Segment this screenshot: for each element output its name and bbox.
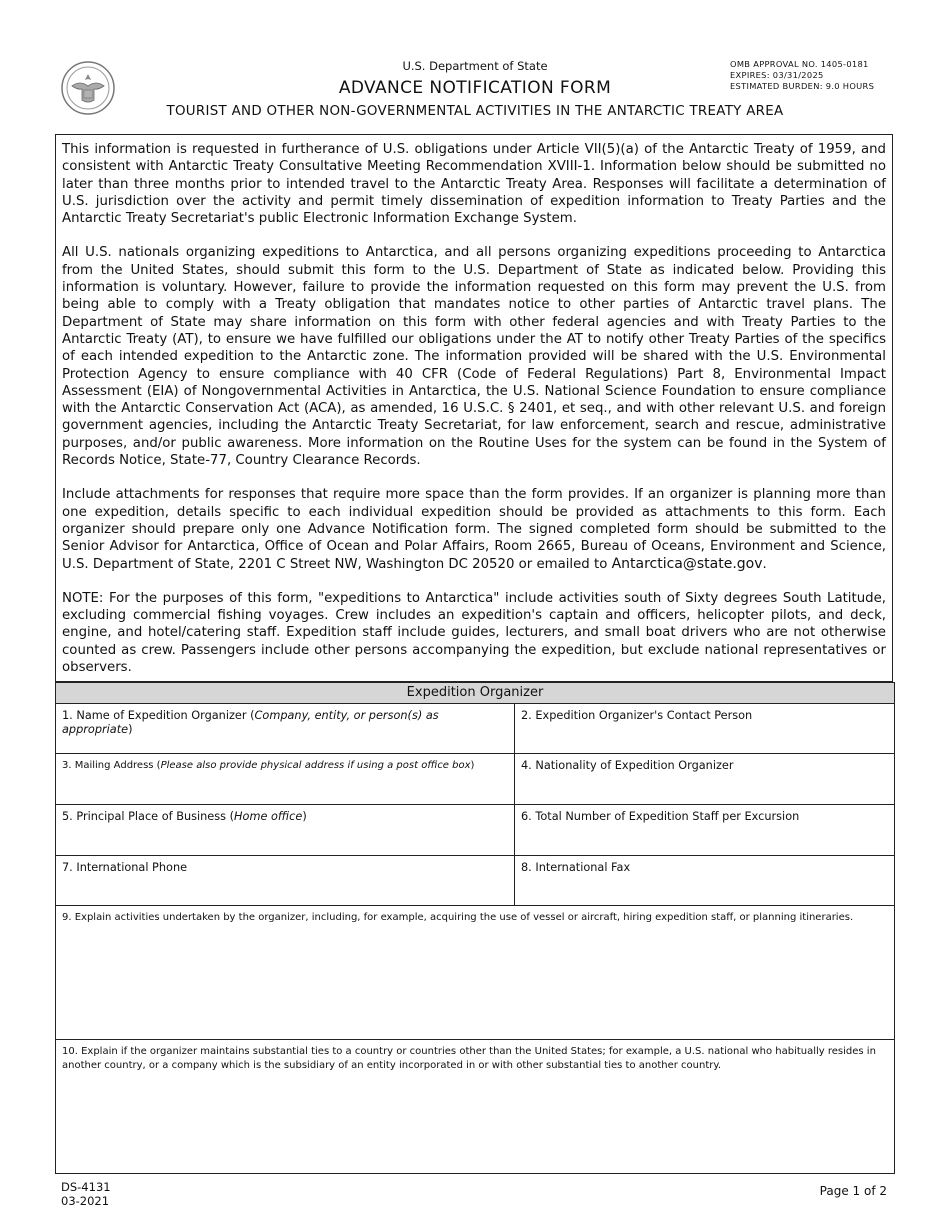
principal-place-field[interactable] [56,805,515,855]
organizer-name-label-close: ) [128,723,133,736]
foreign-ties-field[interactable] [56,1040,894,1173]
organizer-fields-grid [55,704,895,1174]
instructions-note: NOTE: For the purposes of this form, "expeditions to Antarctica" include activities south of Sixty degrees South Latitude, excluding commercial fishing voyages. Crew includes an expedition's captain and officers, helicopter pilots, and deck, engine, and hotel/catering staff. Expedition staff include guides, lecturers, and small boat drivers who are not otherwise counted as crew. Passengers include other persons accompanying the expedition, but exclude national representatives or observers. [62,590,886,676]
mailing-address-hint: Please also provide physical address if using a post office box [160,760,471,771]
activities-field[interactable] [56,906,894,1039]
form-row-5 [56,906,894,1040]
contact-person-field[interactable] [515,704,894,753]
page-number: Page 1 of 2 [819,1184,887,1198]
form-identifier [61,1180,111,1208]
instructions-paragraph-2: All U.S. nationals organizing expeditions to Antarctica, and all persons organizing expeditions proceeding to Antarctica from the United States, should submit this form to the U.S. Department of State as indicated below. Providing this information is voluntary. However, failure to provide the information requested on this form may prevent the U.S. from being able to comply with a Treaty obligation that mandates notice to other parties of Antarctic travel plans. The Department of State may share information on this form with other federal agencies and with Treaty Parties to the Antarctic Treaty (AT), to ensure we have fulfilled our obligations under the AT to notify other Treaty Parties of the specifics of each intended expedition to the Antarctic zone. The information provided will be shared with the U.S. Environmental Protection Agency to ensure compliance with 40 CFR (Code of Federal Regulations) Part 8, Environmental Impact Assessment (EIA) of Nongovernmental Activities in Antarctica, the U.S. National Science Foundation to ensure compliance with the Antarctic Conservation Act (ACA), as amended, 16 U.S.C. § 2401, et seq., and with other relevant U.S. and foreign government agencies, including the Antarctic Treaty Secretariat, for law enforcement, search and rescue, administrative purposes, and/or public awareness. More information on the Routine Uses for the system can be found in the System of Records Notice, State-77, Country Clearance Records. [62,245,886,469]
phone-label: 7. International Phone [62,861,188,874]
instructions-box [55,134,893,682]
form-row-2 [56,754,894,805]
form-row-6 [56,1040,894,1174]
contact-person-label: 2. Expedition Organizer's Contact Person [521,709,753,722]
omb-approval: OMB APPROVAL NO. 1405-0181 [730,59,869,69]
omb-burden: ESTIMATED BURDEN: 9.0 HOURS [730,81,875,91]
form-date: 03-2021 [61,1194,110,1208]
phone-field[interactable] [56,856,515,905]
principal-place-label-close: ) [302,810,307,823]
mailing-address-label-close: ) [470,760,475,771]
fax-field[interactable] [515,856,894,905]
omb-expires: EXPIRES: 03/31/2025 [730,70,824,80]
principal-place-label: 5. Principal Place of Business ( [62,810,235,823]
principal-place-hint: Home office [234,810,303,823]
department-name: U.S. Department of State [402,59,548,73]
mailing-address-label: 3. Mailing Address ( [62,760,161,771]
nationality-field[interactable] [515,754,894,804]
form-row-3 [56,805,894,856]
fax-label: 8. International Fax [521,861,631,874]
form-title: ADVANCE NOTIFICATION FORM [338,78,612,98]
instructions-paragraph-3-text: Include attachments for responses that require more space than the form provides. If an organizer is planning more than one expedition, details specific to each individual expedition should be provided as attachments to this form. Each organizer should prepare only one Advance Notification form. The signed completed form should be submitted to the Senior Advisor for Antarctica, Office of Ocean and Polar Affairs, Room 2665, Bureau of Oceans, Environment and Science, U.S. Department of State, 2201 C Street NW, Washington DC 20520 or emailed to [62,487,886,572]
instructions-paragraph-1: This information is requested in furtherance of U.S. obligations under Article VII(5)(a) of the Antarctic Treaty of 1959, and consistent with Antarctic Treaty Consultative Meeting Recommendation XVIII-1. Information below should be submitted no later than three months prior to intended travel to the Antarctic Treaty Area. Responses will facilitate a determination of U.S. jurisdiction over the activity and permit timely dissemination of expedition information to Treaty Parties and the Antarctic Treaty Secretariat's public Electronic Information Exchange System. [62,142,886,227]
organizer-name-label: 1. Name of Expedition Organizer ( [62,709,255,722]
mailing-address-field[interactable] [56,754,515,804]
form-number: DS-4131 [61,1180,111,1194]
staff-count-label: 6. Total Number of Expedition Staff per Excursion [521,810,800,823]
activities-label: 9. Explain activities undertaken by the organizer, including, for example, acquiring the use of vessel or aircraft, hiring expedition staff, or planning itineraries. [62,912,854,923]
submission-email-link[interactable]: Antarctica@state.gov [611,555,763,572]
instructions-paragraph-3 [62,486,886,572]
nationality-label: 4. Nationality of Expedition Organizer [521,759,734,772]
organizer-name-hint: Company, entity, or person(s) as appropriate [62,709,439,736]
form-row-4 [56,856,894,906]
omb-info [730,59,874,92]
form-subtitle: TOURIST AND OTHER NON-GOVERNMENTAL ACTIVITIES IN THE ANTARCTIC TREATY AREA [166,104,784,119]
staff-count-field[interactable] [515,805,894,855]
section-expedition-organizer: Expedition Organizer [55,682,895,704]
form-row-1 [56,704,894,754]
foreign-ties-label: 10. Explain if the organizer maintains substantial ties to a country or countries other than the United States; for example, a U.S. national who habitually resides in another country, or a company which is the subsidiary of an entity incorporated in or with other substantial ties to another country. [62,1046,876,1071]
organizer-name-field[interactable] [56,704,515,753]
instructions-paragraph-3-end: . [762,556,767,572]
